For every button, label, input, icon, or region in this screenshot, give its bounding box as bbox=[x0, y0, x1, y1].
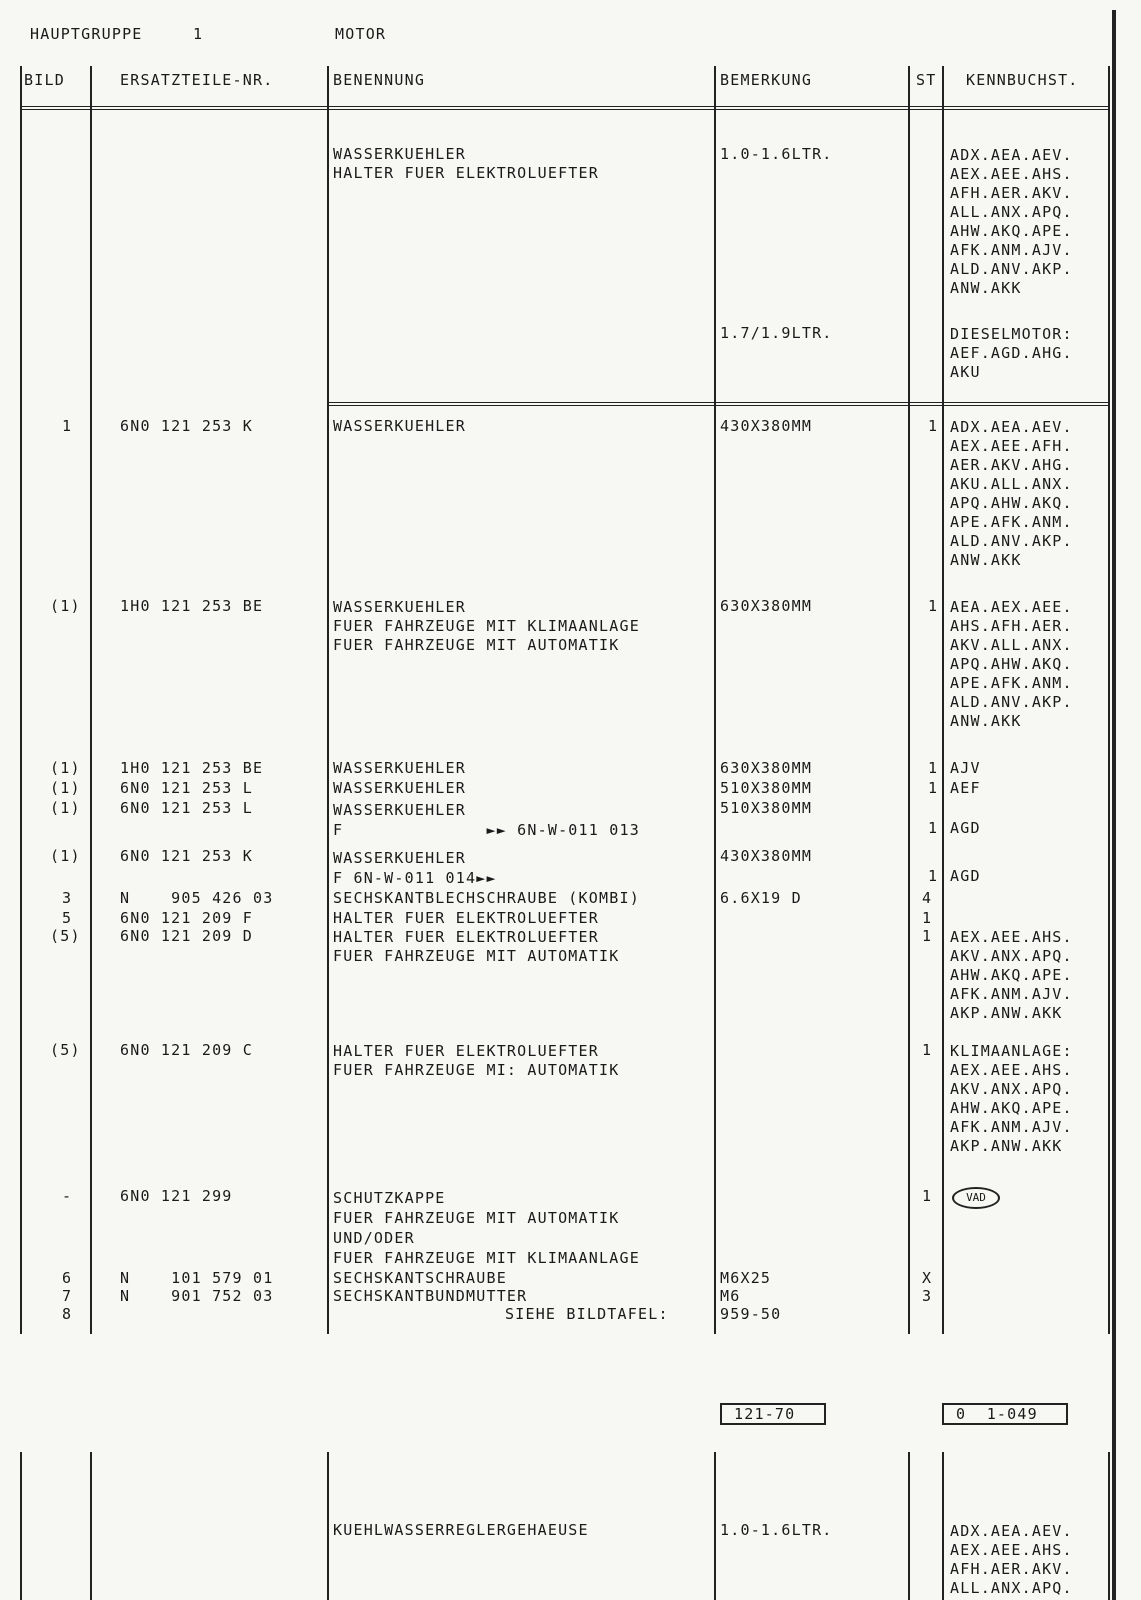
intro-ben-1: WASSERKUEHLER bbox=[333, 145, 466, 163]
intro-kennbuchst-2: DIESELMOTOR: AEF.AGD.AHG. AKU bbox=[950, 325, 1073, 381]
footer-page-stamp: 0 1-049 bbox=[942, 1403, 1068, 1425]
row-bild: (1) bbox=[50, 759, 81, 777]
footer-table-stamp: 121-70 bbox=[720, 1403, 826, 1425]
row-part-number: N 905 426 03 bbox=[120, 889, 274, 907]
row-bild: (1) bbox=[50, 779, 81, 797]
row-st: 1 bbox=[922, 927, 933, 945]
col-header-bild: BILD bbox=[24, 71, 65, 89]
row-benennung: HALTER FUER ELEKTROLUEFTER FUER FAHRZEUGE MI: AUTOMATIK bbox=[333, 1042, 620, 1079]
row-part-number: 1H0 121 253 BE bbox=[120, 597, 264, 615]
grid-line bbox=[714, 66, 716, 1334]
row-bild: (1) bbox=[50, 597, 81, 615]
row-part-number: 6N0 121 253 K bbox=[120, 417, 253, 435]
row-benennung: SCHUTZKAPPE FUER FAHRZEUGE MIT AUTOMATIK UND/ODER FUER FAHRZEUGE MIT KLIMAANLAGE bbox=[333, 1189, 640, 1267]
row-kennbuchst: ADX.AEA.AEV. AEX.AEE.AFH. AER.AKV.AHG. AKU.ALL.ANX. APQ.AHW.AKQ. APE.AFK.ANM. ALD.ANV.AKP. ANW.AKK bbox=[950, 418, 1073, 569]
row-part-number: N 101 579 01 bbox=[120, 1269, 274, 1287]
intro-kennbuchst-1: ADX.AEA.AEV. AEX.AEE.AHS. AFH.AER.AKV. ALL.ANX.APQ. AHW.AKQ.APE. AFK.ANM.AJV. ALD.ANV.AKP. ANW.AKK bbox=[950, 146, 1073, 297]
row-part-number: 6N0 121 209 C bbox=[120, 1041, 253, 1059]
row-st: 1 bbox=[922, 909, 933, 927]
row-benennung: WASSERKUEHLER F ►► 6N-W-011 013 bbox=[333, 801, 640, 839]
grid-line bbox=[908, 66, 910, 1334]
row-benennung: HALTER FUER ELEKTROLUEFTER bbox=[333, 909, 599, 927]
grid-line bbox=[327, 1452, 329, 1600]
row-part-number: 1H0 121 253 BE bbox=[120, 759, 264, 777]
row-part-number: 6N0 121 253 L bbox=[120, 799, 253, 817]
row-part-number: 6N0 121 209 D bbox=[120, 927, 253, 945]
row-benennung: WASSERKUEHLER bbox=[333, 417, 466, 435]
row-benennung: SECHSKANTBUNDMUTTER bbox=[333, 1287, 528, 1305]
row-part-number: 6N0 121 253 L bbox=[120, 779, 253, 797]
intro-bem-2: 1.7/1.9LTR. bbox=[720, 324, 833, 342]
next-benennung: KUEHLWASSERREGLERGEHAEUSE bbox=[333, 1521, 589, 1539]
intro-bem-1: 1.0-1.6LTR. bbox=[720, 145, 833, 163]
vad-logo-icon: VAD bbox=[952, 1187, 1000, 1209]
row-st: 3 bbox=[922, 1287, 933, 1305]
intro-ben-2: HALTER FUER ELEKTROLUEFTER bbox=[333, 164, 599, 182]
row-bemerkung: 630X380MM bbox=[720, 597, 813, 615]
row-st: X bbox=[922, 1269, 933, 1287]
next-kennbuchst: ADX.AEA.AEV. AEX.AEE.AHS. AFH.AER.AKV. ALL.ANX.APQ. bbox=[950, 1522, 1073, 1597]
row-bild: 8 bbox=[62, 1305, 73, 1323]
row-bild: 1 bbox=[62, 417, 73, 435]
row-benennung: WASSERKUEHLER bbox=[333, 759, 466, 777]
row-bild: 5 bbox=[62, 909, 73, 927]
col-header-bemerkung: BEMERKUNG bbox=[720, 71, 813, 89]
row-st: 1 bbox=[922, 1187, 933, 1205]
row-benennung: HALTER FUER ELEKTROLUEFTER FUER FAHRZEUGE MIT AUTOMATIK bbox=[333, 928, 620, 965]
row-st: 4 bbox=[922, 889, 933, 907]
row-bemerkung: 6.6X19 D bbox=[720, 889, 802, 907]
row-bemerkung: M6 bbox=[720, 1287, 741, 1305]
row-bild: (1) bbox=[50, 847, 81, 865]
grid-line bbox=[942, 1452, 944, 1600]
row-kennbuchst: KLIMAANLAGE: AEX.AEE.AHS. AKV.ANX.APQ. AHW.AKQ.APE. AFK.ANM.AJV. AKP.ANW.AKK bbox=[950, 1042, 1073, 1155]
col-header-benennung: BENENNUNG bbox=[333, 71, 426, 89]
group-label: HAUPTGRUPPE bbox=[30, 25, 143, 43]
next-bemerkung: 1.0-1.6LTR. bbox=[720, 1521, 833, 1539]
row-st: 1 bbox=[928, 759, 939, 777]
row-bemerkung: 510X380MM bbox=[720, 799, 813, 817]
grid-line bbox=[90, 1452, 92, 1600]
grid-line bbox=[327, 66, 329, 1334]
row-kennbuchst: AGD bbox=[950, 867, 981, 885]
row-bild: - bbox=[62, 1187, 73, 1205]
row-part-number: N 901 752 03 bbox=[120, 1287, 274, 1305]
row-benennung: WASSERKUEHLER F 6N-W-011 014►► bbox=[333, 849, 497, 887]
row-part-number: 6N0 121 253 K bbox=[120, 847, 253, 865]
grid-line bbox=[20, 66, 22, 1334]
row-st: 1 bbox=[928, 819, 939, 837]
grid-line bbox=[942, 66, 944, 1334]
row-st: 1 bbox=[928, 867, 939, 885]
row-bild: (5) bbox=[50, 1041, 81, 1059]
section-rule bbox=[327, 402, 1110, 403]
group-name: MOTOR bbox=[335, 25, 387, 43]
row-bild: 6 bbox=[62, 1269, 73, 1287]
row-bemerkung: M6X25 bbox=[720, 1269, 772, 1287]
page-edge-line bbox=[1112, 10, 1116, 1600]
row-benennung: SECHSKANTSCHRAUBE bbox=[333, 1269, 507, 1287]
row-bild: 3 bbox=[62, 889, 73, 907]
row-part-number: 6N0 121 299 bbox=[120, 1187, 233, 1205]
grid-line bbox=[90, 66, 92, 1334]
row-bemerkung: 430X380MM bbox=[720, 847, 813, 865]
row-kennbuchst: AGD bbox=[950, 819, 981, 837]
grid-line bbox=[908, 1452, 910, 1600]
row-benennung: SIEHE BILDTAFEL: bbox=[505, 1305, 669, 1323]
row-benennung: WASSERKUEHLER FUER FAHRZEUGE MIT KLIMAANLAGE FUER FAHRZEUGE MIT AUTOMATIK bbox=[333, 598, 640, 654]
section-rule bbox=[327, 405, 1110, 406]
row-bemerkung: 510X380MM bbox=[720, 779, 813, 797]
row-bemerkung: 630X380MM bbox=[720, 759, 813, 777]
header-rule bbox=[20, 106, 1110, 107]
row-st: 1 bbox=[922, 1041, 933, 1059]
row-kennbuchst: AEF bbox=[950, 779, 981, 797]
row-benennung: SECHSKANTBLECHSCHRAUBE (KOMBI) bbox=[333, 889, 640, 907]
row-bemerkung: 430X380MM bbox=[720, 417, 813, 435]
row-bild: 7 bbox=[62, 1287, 73, 1305]
row-bemerkung: 959-50 bbox=[720, 1305, 782, 1323]
row-st: 1 bbox=[928, 779, 939, 797]
row-kennbuchst: AEX.AEE.AHS. AKV.ANX.APQ. AHW.AKQ.APE. AFK.ANM.AJV. AKP.ANW.AKK bbox=[950, 928, 1073, 1022]
row-bild: (1) bbox=[50, 799, 81, 817]
row-benennung: WASSERKUEHLER bbox=[333, 779, 466, 797]
col-header-nr: ERSATZTEILE-NR. bbox=[120, 71, 274, 89]
row-st: 1 bbox=[928, 597, 939, 615]
row-kennbuchst: AEA.AEX.AEE. AHS.AFH.AER. AKV.ALL.ANX. APQ.AHW.AKQ. APE.AFK.ANM. ALD.ANV.AKP. ANW.AKK bbox=[950, 598, 1073, 730]
row-part-number: 6N0 121 209 F bbox=[120, 909, 253, 927]
grid-line bbox=[1108, 1452, 1110, 1600]
col-header-st: ST bbox=[916, 71, 937, 89]
row-st: 1 bbox=[928, 417, 939, 435]
row-kennbuchst: AJV bbox=[950, 759, 981, 777]
header-rule bbox=[20, 109, 1110, 110]
col-header-kennbuchst: KENNBUCHST. bbox=[966, 71, 1079, 89]
grid-line bbox=[714, 1452, 716, 1600]
group-number: 1 bbox=[193, 25, 204, 43]
row-bild: (5) bbox=[50, 927, 81, 945]
grid-line bbox=[1108, 66, 1110, 1334]
grid-line bbox=[20, 1452, 22, 1600]
